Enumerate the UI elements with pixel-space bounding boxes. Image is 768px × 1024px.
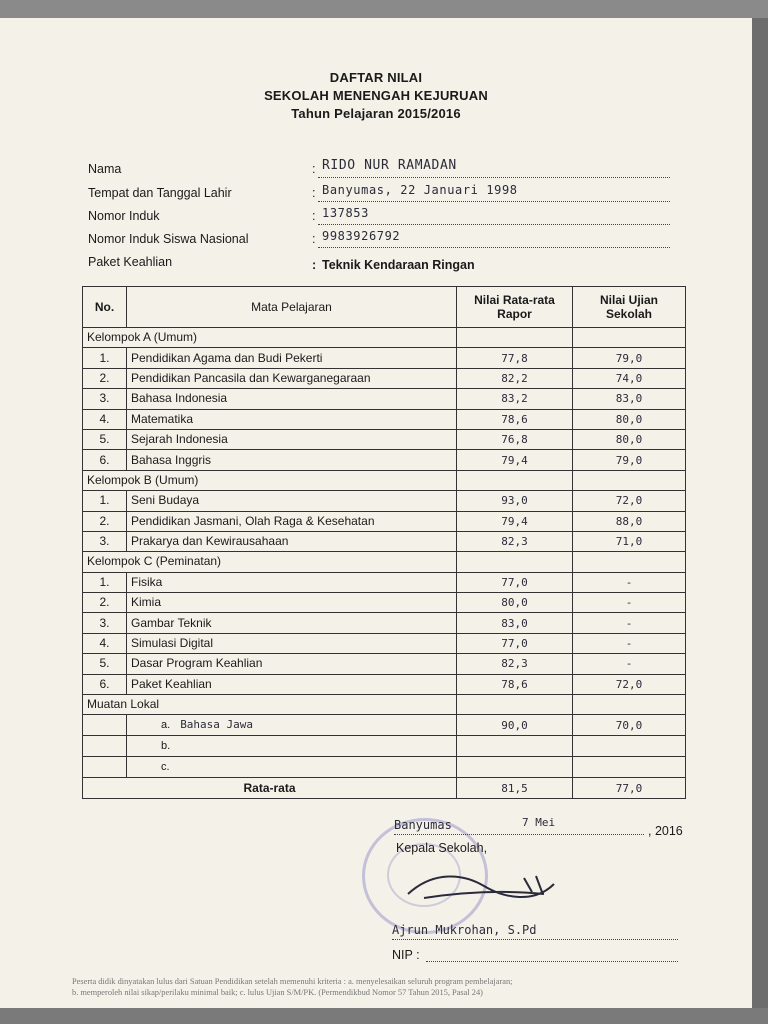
label-ttl: Tempat dan Tanggal Lahir [88, 186, 232, 200]
row-ujian: - [573, 654, 686, 674]
group-label: Kelompok C (Peminatan) [83, 552, 457, 572]
nip-label: NIP : [392, 948, 420, 962]
grades-table [82, 286, 686, 799]
row-subject: Pendidikan Agama dan Budi Pekerti [127, 348, 457, 368]
label-nisn: Nomor Induk Siswa Nasional [88, 232, 249, 246]
row-ujian: - [573, 633, 686, 653]
row-no: 3. [83, 389, 127, 409]
row-ujian: - [573, 613, 686, 633]
row-ujian: 83,0 [573, 389, 686, 409]
row-no: 6. [83, 674, 127, 694]
table-row [83, 450, 686, 470]
row-rapor: 82,3 [457, 654, 573, 674]
row-ujian: 71,0 [573, 531, 686, 551]
row-letter: a. [161, 719, 171, 732]
table-row [83, 654, 686, 674]
row-subject: Bahasa Inggris [127, 450, 457, 470]
row-no: 1. [83, 491, 127, 511]
dotted-line [426, 961, 678, 962]
row-ujian: 72,0 [573, 674, 686, 694]
row-rapor: 82,2 [457, 368, 573, 388]
header-mata-pelajaran: Mata Pelajaran [127, 287, 457, 328]
dotted-line [318, 246, 670, 248]
row-ujian: - [573, 593, 686, 613]
table-row [83, 511, 686, 531]
row-rapor: 79,4 [457, 450, 573, 470]
row-subject: Seni Budaya [127, 491, 457, 511]
average-rapor: 81,5 [457, 778, 573, 798]
header-nilai-ujian: Nilai Ujian Sekolah [573, 287, 686, 328]
row-ujian: 88,0 [573, 511, 686, 531]
colon: : [312, 258, 317, 272]
row-no: 3. [83, 613, 127, 633]
value-nama: RIDO NUR RAMADAN [322, 158, 457, 173]
row-subject: Prakarya dan Kewirausahaan [127, 531, 457, 551]
row-rapor: 77,0 [457, 572, 573, 592]
row-ujian: 80,0 [573, 409, 686, 429]
table-row [83, 572, 686, 592]
row-rapor: 90,0 [457, 715, 573, 736]
row-letter: c. [161, 761, 170, 774]
row-subject [127, 757, 457, 778]
colon: : [312, 186, 316, 200]
row-no: 2. [83, 593, 127, 613]
table-row [83, 429, 686, 449]
table-row [83, 368, 686, 388]
row-ujian: 80,0 [573, 429, 686, 449]
row-subject: Simulasi Digital [127, 633, 457, 653]
table-row [83, 633, 686, 653]
row-rapor: 93,0 [457, 491, 573, 511]
row-letter: b. [161, 740, 171, 753]
row-subject: Kimia [127, 593, 457, 613]
row-no: 5. [83, 654, 127, 674]
average-label: Rata-rata [83, 778, 457, 798]
row-ujian: 70,0 [573, 715, 686, 736]
dotted-line [394, 834, 644, 835]
group-row [83, 328, 686, 348]
table-header-row [83, 287, 686, 328]
group-row [83, 552, 686, 572]
row-subject: Matematika [127, 409, 457, 429]
header-nilai-rapor: Nilai Rata-rata Rapor [457, 287, 573, 328]
table-row [83, 715, 686, 736]
principal-signature [404, 864, 564, 914]
label-nomor-induk: Nomor Induk [88, 209, 160, 223]
row-ujian: 79,0 [573, 348, 686, 368]
table-row [83, 736, 686, 757]
dotted-line [318, 176, 670, 178]
value-nisn: 9983926792 [322, 229, 401, 243]
row-no: 1. [83, 348, 127, 368]
row-rapor: 82,3 [457, 531, 573, 551]
principal-name: Ajrun Mukrohan, S.Pd [392, 923, 537, 937]
average-row [83, 778, 686, 798]
document-title: DAFTAR NILAI [329, 70, 423, 85]
dotted-line [318, 200, 670, 202]
scan-border [0, 1008, 768, 1024]
row-no: 4. [83, 633, 127, 653]
row-subject: Sejarah Indonesia [127, 429, 457, 449]
row-rapor: 78,6 [457, 409, 573, 429]
row-ujian: - [573, 572, 686, 592]
colon: : [312, 209, 316, 223]
row-subject [127, 736, 457, 757]
value-ttl: Banyumas, 22 Januari 1998 [322, 183, 518, 197]
table-row [83, 757, 686, 778]
table-row [83, 531, 686, 551]
row-no: 4. [83, 409, 127, 429]
row-subject: Dasar Program Keahlian [127, 654, 457, 674]
table-row [83, 613, 686, 633]
row-subject: Gambar Teknik [127, 613, 457, 633]
row-no: 5. [83, 429, 127, 449]
table-row [83, 389, 686, 409]
school-type: SEKOLAH MENENGAH KEJURUAN [264, 88, 488, 103]
value-nomor-induk: 137853 [322, 206, 369, 220]
group-label: Muatan Lokal [83, 695, 457, 715]
signing-place: Banyumas [394, 818, 452, 832]
row-subject: Pendidikan Pancasila dan Kewarganegaraan [127, 368, 457, 388]
row-subject [127, 715, 457, 736]
row-rapor: 77,0 [457, 633, 573, 653]
row-no: 3. [83, 531, 127, 551]
row-no: 2. [83, 511, 127, 531]
academic-year: Tahun Pelajaran 2015/2016 [291, 106, 461, 121]
signing-date: 7 Mei [522, 816, 556, 829]
document-page [0, 18, 752, 1008]
colon: : [312, 162, 316, 176]
row-subject: Pendidikan Jasmani, Olah Raga & Kesehatan [127, 511, 457, 531]
row-no: 6. [83, 450, 127, 470]
table-row [83, 348, 686, 368]
value-paket: Teknik Kendaraan Ringan [322, 258, 475, 272]
colon: : [312, 232, 316, 246]
row-rapor: 83,2 [457, 389, 573, 409]
footnote [72, 976, 682, 998]
row-rapor: 79,4 [457, 511, 573, 531]
table-row [83, 593, 686, 613]
group-row [83, 695, 686, 715]
label-nama: Nama [88, 162, 122, 176]
dotted-line [318, 223, 670, 225]
page-edge-shadow [752, 18, 768, 1008]
footnote-line-1: Peserta didik dinyatakan lulus dari Satuan Pendidikan setelah memenuhi kriteria : a. menyelesaikan seluruh program pembelajaran; [72, 977, 513, 986]
row-ujian: 72,0 [573, 491, 686, 511]
row-rapor: 77,8 [457, 348, 573, 368]
group-label: Kelompok B (Umum) [83, 470, 457, 490]
row-no: 2. [83, 368, 127, 388]
header-no: No. [83, 287, 127, 328]
row-no: 1. [83, 572, 127, 592]
row-rapor: 76,8 [457, 429, 573, 449]
table-row [83, 674, 686, 694]
principal-title: Kepala Sekolah, [396, 841, 488, 855]
table-row [83, 491, 686, 511]
label-paket: Paket Keahlian [88, 255, 173, 269]
row-subject: Fisika [127, 572, 457, 592]
group-row [83, 470, 686, 490]
footnote-line-2: b. memperoleh nilai sikap/perilaku minimal baik; c. lulus Ujian S/M/PK. (Permendikbud Nomor 57 Tahun 2015, Pasal 24) [72, 988, 483, 997]
row-ujian: 74,0 [573, 368, 686, 388]
row-rapor: 80,0 [457, 593, 573, 613]
table-row [83, 409, 686, 429]
row-subject: Bahasa Indonesia [127, 389, 457, 409]
average-ujian: 77,0 [573, 778, 686, 798]
group-label: Kelompok A (Umum) [83, 328, 457, 348]
row-rapor: 78,6 [457, 674, 573, 694]
dotted-line [392, 939, 678, 940]
row-subject: Paket Keahlian [127, 674, 457, 694]
row-subject-text: Bahasa Jawa [180, 718, 254, 732]
signing-year: , 2016 [648, 824, 683, 838]
row-ujian: 79,0 [573, 450, 686, 470]
row-rapor: 83,0 [457, 613, 573, 633]
